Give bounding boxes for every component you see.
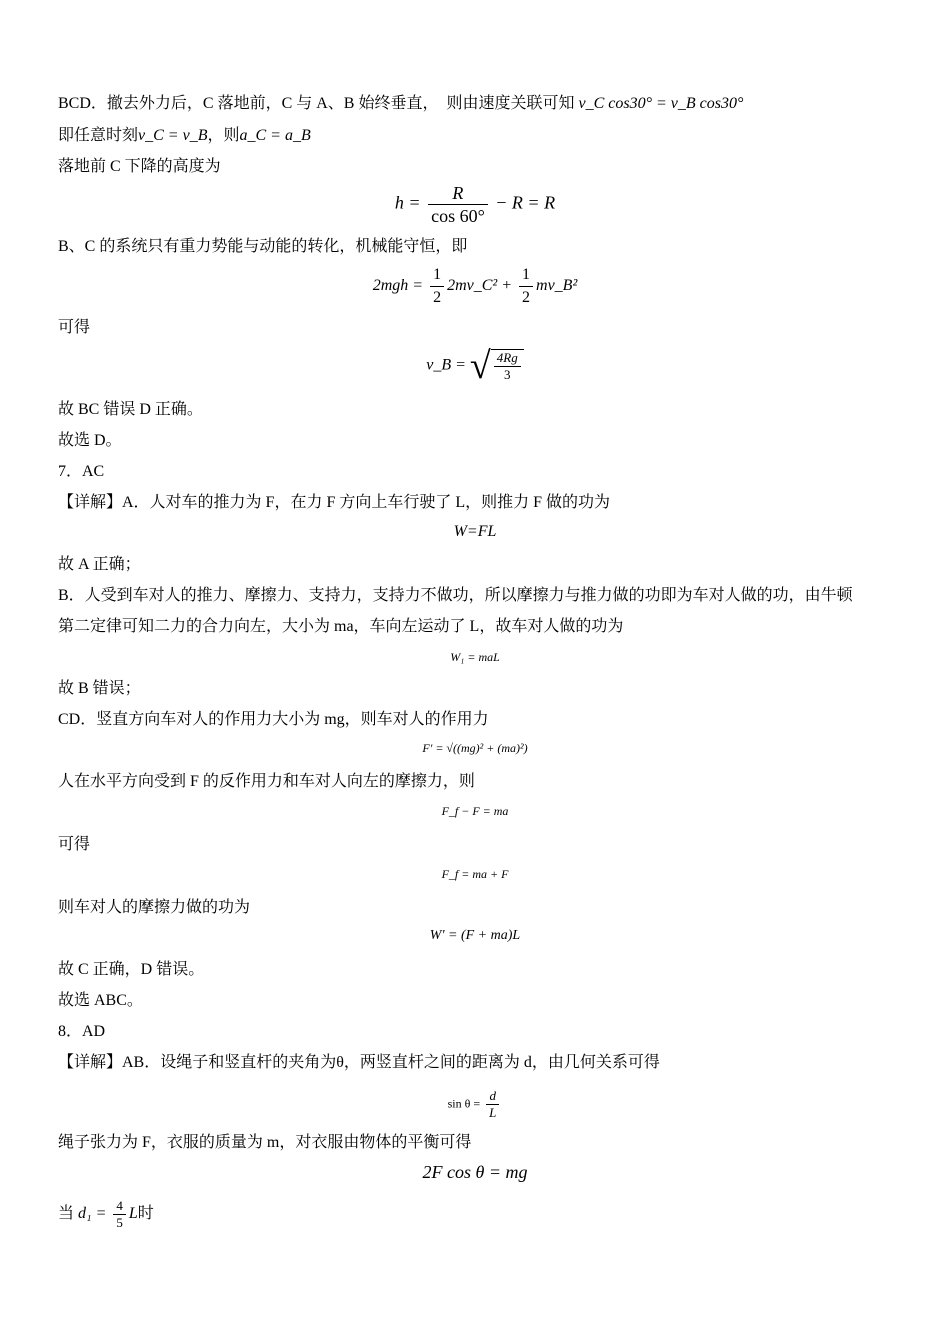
equation-balance bbox=[0, 1162, 950, 1183]
equation-w1 bbox=[0, 650, 950, 665]
eq-ff-minus: F_f − F = ma bbox=[441, 804, 509, 818]
equation-w-fl bbox=[0, 523, 950, 541]
line-9-text: 【详解】A．人对车的推力为 F，在力 F 方向上车行驶了 L，则推力 F 做的功为 bbox=[58, 494, 611, 511]
line-6-text: 故 BC 错误 D 正确。 bbox=[58, 401, 203, 418]
text-line-19 bbox=[58, 991, 143, 1011]
eq-energy-half-2 bbox=[519, 264, 533, 309]
text-line-17 bbox=[58, 898, 250, 918]
text-line-7 bbox=[58, 431, 122, 451]
text-line-9 bbox=[58, 493, 610, 513]
eq-half-num-1: 1 bbox=[430, 264, 444, 287]
text-line-3 bbox=[58, 157, 221, 177]
eq-vb-lhs: v_B = bbox=[426, 356, 466, 374]
equation-ff-minus bbox=[0, 804, 950, 819]
line-13-text: 故 B 错误； bbox=[58, 680, 141, 697]
line-1-equation: v_C cos30° = v_B cos30° bbox=[578, 95, 744, 112]
text-line-2 bbox=[58, 126, 311, 146]
eq-w1: W₁ = maL bbox=[450, 650, 500, 664]
line-2-eq-1: v_C = v_B bbox=[138, 127, 208, 144]
eq-energy-plus: + bbox=[501, 277, 513, 295]
equation-energy bbox=[0, 264, 950, 309]
line-7-text: 故选 D。 bbox=[58, 432, 122, 449]
eq-half-num-2: 1 bbox=[519, 264, 533, 287]
eq-h-rhs: − R = R bbox=[495, 192, 556, 213]
text-line-23 bbox=[58, 1192, 154, 1236]
line-2-eq-2: a_C = a_B bbox=[239, 127, 311, 144]
text-line-18 bbox=[58, 960, 204, 980]
eq-w-fl: W=FL bbox=[453, 523, 497, 540]
line-10-text: 故 A 正确； bbox=[58, 556, 141, 573]
eq-h-num: R bbox=[428, 182, 488, 205]
eq-d1-num: 4 bbox=[113, 1198, 126, 1215]
line-20-text: 8．AD bbox=[58, 1023, 106, 1040]
text-line-20 bbox=[58, 1022, 105, 1042]
eq-d1-den: 5 bbox=[116, 1214, 123, 1230]
text-line-1 bbox=[58, 94, 743, 114]
eq-h-den: cos 60° bbox=[431, 206, 485, 226]
text-line-10 bbox=[58, 555, 141, 575]
line-17-text: 则车对人的摩擦力做的功为 bbox=[58, 899, 251, 916]
eq-h-lhs: h = bbox=[394, 192, 421, 213]
eq-half-den-1: 2 bbox=[433, 289, 442, 306]
eq-d1-fraction bbox=[113, 1198, 126, 1231]
line-2-mid: ，则 bbox=[207, 127, 240, 144]
text-line-15 bbox=[58, 772, 475, 792]
text-line-12 bbox=[58, 617, 623, 637]
eq-sin-fraction bbox=[486, 1088, 499, 1121]
text-line-21 bbox=[58, 1053, 660, 1073]
eq-d1-rhs: L bbox=[128, 1205, 138, 1222]
line-1-text: BCD．撤去外力后，C 落地前，C 与 A、B 始终垂直， 则由速度关联可知 bbox=[58, 95, 575, 112]
line-22-text: 绳子张力为 F，衣服的质量为 m，对衣服由物体的平衡可得 bbox=[58, 1134, 472, 1151]
eq-ff-plus: F_f = ma + F bbox=[441, 867, 509, 881]
eq-vb-sqrt bbox=[470, 346, 524, 386]
line-12-text: 第二定律可知二力的合力向左，大小为 ma，车向左运动了 L，故车对人做的功为 bbox=[58, 618, 624, 635]
text-line-14 bbox=[58, 710, 489, 730]
eq-energy-half-1 bbox=[430, 264, 444, 309]
line-15-text: 人在水平方向受到 F 的反作用力和车对人向左的摩擦力，则 bbox=[58, 773, 475, 790]
line-23-suffix: 时 bbox=[137, 1205, 154, 1222]
equation-sin-theta bbox=[0, 1088, 950, 1121]
eq-energy-term-2: mv_B² bbox=[536, 277, 578, 295]
eq-w-prime: W′ = (F + ma)L bbox=[429, 928, 521, 943]
eq-vb-fraction bbox=[494, 350, 521, 383]
equation-ff-plus bbox=[0, 867, 950, 882]
eq-half-den-2: 2 bbox=[522, 289, 531, 306]
line-2-text: 即任意时刻 bbox=[58, 127, 139, 144]
line-4-text: B、C 的系统只有重力势能与动能的转化，机械能守恒，即 bbox=[58, 238, 468, 255]
line-14-text: CD．竖直方向车对人的作用力大小为 mg，则车对人的作用力 bbox=[58, 711, 489, 728]
text-line-13 bbox=[58, 679, 141, 699]
eq-sin-num: d bbox=[486, 1088, 499, 1105]
text-line-16 bbox=[58, 835, 90, 855]
eq-sin-lhs: sin θ = bbox=[447, 1096, 481, 1111]
text-line-4 bbox=[58, 237, 467, 257]
eq-energy-term-1: 2mv_C² bbox=[447, 277, 498, 295]
text-line-8 bbox=[58, 462, 104, 482]
line-5-text: 可得 bbox=[58, 319, 91, 336]
line-23-prefix: 当 bbox=[58, 1205, 75, 1222]
radical-sign: √ bbox=[469, 345, 491, 387]
equation-vb bbox=[0, 346, 950, 386]
text-line-11 bbox=[58, 586, 853, 606]
eq-h-fraction bbox=[428, 182, 488, 227]
eq-balance: 2F cos θ = mg bbox=[422, 1162, 528, 1182]
text-line-5 bbox=[58, 318, 90, 338]
eq-f-prime: F′ = √((mg)² + (ma)²) bbox=[422, 741, 528, 755]
line-21-text: 【详解】AB．设绳子和竖直杆的夹角为θ，两竖直杆之间的距离为 d，由几何关系可得 bbox=[58, 1054, 660, 1071]
line-16-text: 可得 bbox=[58, 836, 91, 853]
line-3-text: 落地前 C 下降的高度为 bbox=[58, 158, 221, 175]
eq-vb-den: 3 bbox=[504, 367, 511, 382]
eq-energy-lhs: 2mgh = bbox=[372, 277, 424, 295]
line-11-text: B．人受到车对人的推力、摩擦力、支持力，支持力不做功，所以摩擦力与推力做的功即为车对人做的功，由牛顿 bbox=[58, 587, 853, 604]
line-18-text: 故 C 正确，D 错误。 bbox=[58, 961, 205, 978]
text-line-22 bbox=[58, 1133, 471, 1153]
equation-f-prime bbox=[0, 741, 950, 756]
line-19-text: 故选 ABC。 bbox=[58, 992, 143, 1009]
eq-d1-lhs: d₁ = bbox=[78, 1205, 107, 1222]
text-line-6 bbox=[58, 400, 203, 420]
eq-sin-den: L bbox=[489, 1105, 497, 1120]
eq-vb-num: 4Rg bbox=[494, 350, 521, 367]
equation-w-prime bbox=[0, 928, 950, 944]
equation-height bbox=[0, 182, 950, 227]
line-8-text: 7．AC bbox=[58, 463, 105, 480]
